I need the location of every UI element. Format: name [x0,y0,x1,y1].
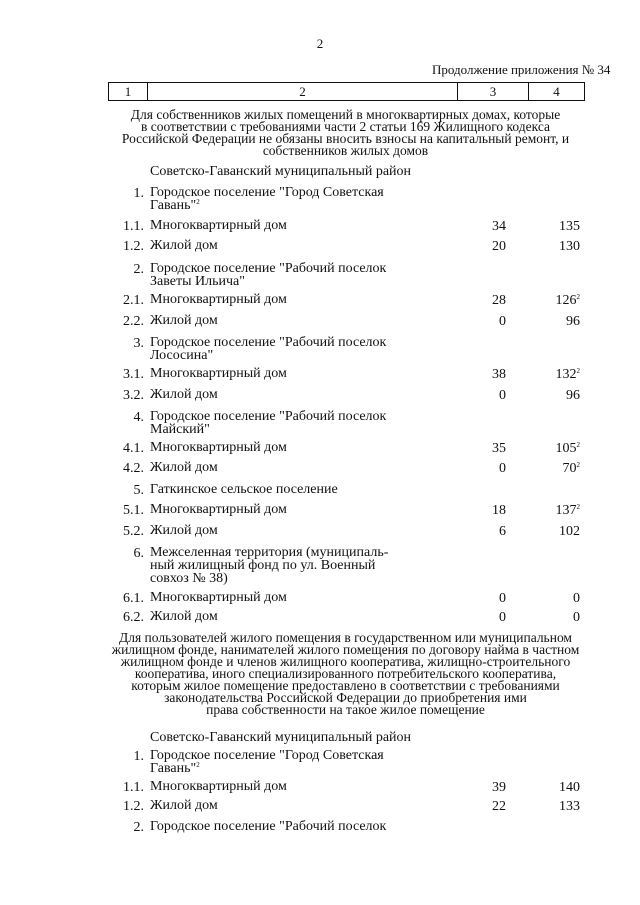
continuation-label: Продолжение приложения № 34 [432,62,611,77]
row-value-col4-text: 130 [559,239,580,254]
row-value-col4-text: 140 [559,780,580,795]
row-number: 2. [133,820,144,835]
row-label [150,239,440,252]
row-label-text: Городское поселение "Город Советская Гавань" [150,185,384,213]
row-label-text: Городское поселение "Рабочий поселок [150,819,387,834]
row-label-text: Жилой дом [150,238,218,253]
footnote-marker: 2 [576,293,580,301]
row-label [150,165,440,178]
row-label [150,780,440,793]
column-header-3: 3 [458,83,529,100]
row-label [150,610,440,623]
row-label [150,410,440,436]
row-label [150,546,440,585]
row-label [150,367,440,380]
row-value-col3: 0 [499,610,506,625]
row-value-col4 [536,239,580,255]
row-value-col3: 22 [492,799,506,814]
row-number: 3.2. [123,388,144,403]
row-label-text: Многоквартирный дом [150,502,287,517]
row-value-col3: 0 [499,388,506,403]
row-value-col4-text: 96 [566,314,580,329]
row-number: 1.2. [123,799,144,814]
row-label-text: Многоквартирный дом [150,366,287,381]
row-value-col4 [536,367,580,383]
row-value-col3: 35 [492,441,506,456]
row-number: 4.1. [123,441,144,456]
footnote-marker: 2 [576,503,580,511]
row-label-text: Многоквартирный дом [150,292,287,307]
row-label-text: Городское поселение "Город Советская Гавань" [150,748,384,776]
row-label-text: Жилой дом [150,460,218,475]
row-value-col3: 0 [499,591,506,606]
row-label-text: Жилой дом [150,387,218,402]
row-label [150,820,440,833]
column-header-4: 4 [553,83,560,99]
row-value-col4 [536,780,580,796]
footnote-marker: 2 [576,367,580,375]
row-value-col3: 28 [492,293,506,308]
row-label [150,388,440,401]
row-label [150,336,440,362]
row-label [150,293,440,306]
row-label [150,591,440,604]
row-label [150,731,440,744]
row-number: 5. [133,483,144,498]
row-label-text: Городское поселение "Рабочий поселок Заветы Ильича" [150,261,387,289]
row-value-col3: 38 [492,367,506,382]
row-number: 1.2. [123,239,144,254]
section-heading-tenants: Для пользователей жилого помещения в государственном или муниципальном жилищном фонде, нанимателей жилого помещения по договору найма в частном жилищном фонде и членов жилищного кооператива, жилищно-строительного кооператива, иного специализированного потребительского кооператива, которым жилое помещение предоставлено в соответствии с требованиями законодательства Российской Федерации до приобретения ими права собственности на такое жилое помещение [111,630,580,717]
row-value-col3: 0 [499,461,506,476]
row-value-col4 [536,388,580,404]
row-label [150,219,440,232]
row-label [150,483,440,496]
row-label-text: Жилой дом [150,523,218,538]
row-value-col4 [536,293,580,309]
row-value-col4 [536,441,580,457]
row-number: 2.2. [123,314,144,329]
row-label [150,524,440,537]
footnote-marker: 2 [576,441,580,449]
row-number: 3. [133,336,144,351]
row-label-text: Жилой дом [150,313,218,328]
row-label-text: Многоквартирный дом [150,590,287,605]
row-label [150,262,440,288]
row-number: 2.1. [123,293,144,308]
row-label-text: Многоквартирный дом [150,779,287,794]
row-number: 1. [133,749,144,764]
row-number: 4.2. [123,461,144,476]
row-label-text: Городское поселение "Рабочий поселок Майский" [150,409,387,437]
row-value-col4-text: 126 [555,293,577,308]
row-value-col4-text: 135 [559,219,580,234]
row-value-col4 [536,461,580,477]
row-value-col3: 20 [492,239,506,254]
section-heading-owners: Для собственников жилых помещений в многоквартирных домах, которые в соответствии с требованиями части 2 статьи 169 Жилищного кодекса Российской Федерации не обязаны вносить взносы на капитальный ремонт, и собственников жилых домов [121,107,570,158]
row-value-col3: 39 [492,780,506,795]
row-value-col4-text: 70 [562,461,577,476]
row-value-col4 [536,591,580,607]
row-number: 6.2. [123,610,144,625]
row-value-col4-text: 133 [559,799,580,814]
column-header-row [108,82,585,101]
row-value-col4-text: 137 [555,503,577,518]
row-label-text: Гаткинское сельское поселение [150,482,338,497]
row-value-col3: 18 [492,503,506,518]
row-value-col4 [536,610,580,626]
row-value-col3: 34 [492,219,506,234]
row-number: 1. [133,186,144,201]
row-number: 3.1. [123,367,144,382]
row-value-col4 [536,314,580,330]
row-value-col4-text: 132 [555,367,577,382]
row-value-col3: 6 [499,524,506,539]
row-label-text: Многоквартирный дом [150,440,287,455]
row-number: 4. [133,410,144,425]
row-label-text: Межселенная территория (муниципаль- ный жилищный фонд по ул. Военный совхоз № 38) [150,545,389,586]
row-label [150,749,440,775]
row-number: 5.1. [123,503,144,518]
row-value-col4-text: 0 [573,591,580,606]
column-header-1: 1 [109,83,148,100]
row-value-col4-text: 105 [555,441,577,456]
row-label [150,314,440,327]
row-number: 5.2. [123,524,144,539]
row-value-col4 [536,503,580,519]
row-label [150,441,440,454]
row-label [150,186,440,212]
row-value-col4-text: 102 [559,524,580,539]
row-number: 6. [133,546,144,561]
row-number: 2. [133,262,144,277]
row-label-text: Многоквартирный дом [150,218,287,233]
row-label [150,799,440,812]
footnote-marker: 2 [576,461,580,469]
row-value-col4 [536,219,580,235]
page-number: 2 [316,36,324,51]
row-label [150,461,440,474]
column-header-2: 2 [148,83,458,100]
row-label-text: Городское поселение "Рабочий поселок Лососина" [150,335,387,363]
row-label-text: Советско-Гаванский муниципальный район [150,730,412,745]
row-label [150,503,440,516]
row-value-col4 [536,799,580,815]
row-value-col4-text: 96 [566,388,580,403]
footnote-marker: 2 [196,198,200,206]
row-number: 1.1. [123,780,144,795]
row-number: 6.1. [123,591,144,606]
row-label-text: Жилой дом [150,798,218,813]
row-value-col4 [536,524,580,540]
row-label-text: Жилой дом [150,609,218,624]
row-value-col3: 0 [499,314,506,329]
row-label-text: Советско-Гаванский муниципальный район [150,164,412,179]
footnote-marker: 2 [196,761,200,769]
row-value-col4-text: 0 [573,610,580,625]
row-number: 1.1. [123,219,144,234]
